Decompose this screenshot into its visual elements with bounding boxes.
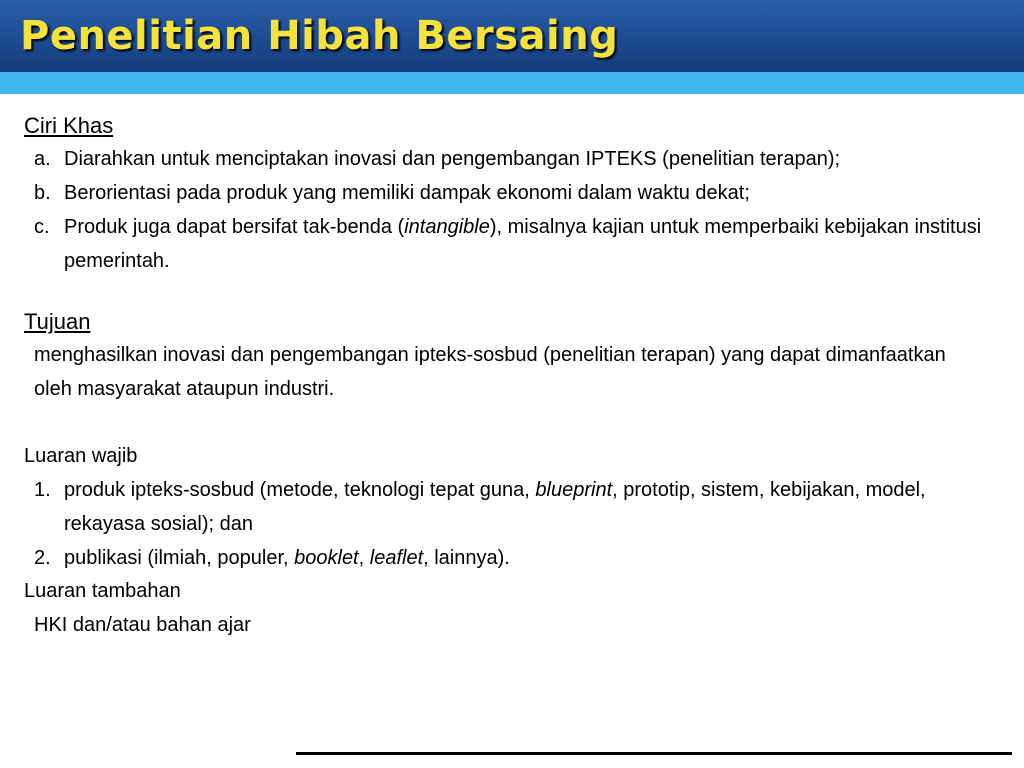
accent-bar (0, 72, 1024, 94)
italic-term: booklet (294, 547, 359, 569)
text-segment: , lainnya). (423, 547, 510, 569)
list-item-text (64, 541, 984, 575)
ciri-khas-heading: Ciri Khas (24, 113, 114, 138)
text-segment: , prototip, sistem, kebijakan, model, rekayasa sosial); dan (64, 479, 926, 535)
tujuan-text: menghasilkan inovasi dan pengembangan ipteks-sosbud (penelitian terapan) yang dapat dimanfaatkan oleh masyarakat ataupun industri. (34, 344, 946, 400)
luaran-wajib-heading: Luaran wajib (24, 445, 138, 467)
ciri-khas-list (24, 142, 984, 278)
list-marker: a. (34, 148, 51, 170)
list-item-text (64, 210, 984, 278)
list-item (24, 176, 984, 210)
text-segment: publikasi (ilmiah, populer, (64, 547, 295, 569)
list-item-text: Diarahkan untuk menciptakan inovasi dan pengembangan IPTEKS (penelitian terapan); (64, 148, 841, 170)
list-item-text (64, 473, 984, 541)
italic-term: intangible (404, 216, 490, 238)
text-segment: Produk juga dapat bersifat tak-benda ( (64, 216, 405, 238)
text-segment: ), misalnya kajian untuk memperbaiki kebijakan institusi pemerintah. (64, 216, 982, 272)
slide-content (24, 110, 984, 642)
italic-term: leaflet (369, 547, 424, 569)
spacer (24, 278, 984, 306)
list-item-text: Berorientasi pada produk yang memiliki dampak ekonomi dalam waktu dekat; (64, 182, 750, 204)
list-marker: 2. (34, 547, 51, 569)
tujuan-heading: Tujuan (24, 309, 91, 334)
luaran-tambahan-heading: Luaran tambahan (24, 580, 181, 602)
list-item (24, 541, 984, 575)
list-item (24, 142, 984, 176)
list-marker: c. (34, 216, 50, 238)
list-item (24, 210, 984, 278)
spacer (24, 406, 984, 440)
text-segment: produk ipteks-sosbud (metode, teknologi tepat guna, (64, 479, 536, 501)
list-marker: 1. (34, 479, 51, 501)
luaran-tambahan-text: HKI dan/atau bahan ajar (34, 614, 251, 636)
list-item (24, 473, 984, 541)
list-marker: b. (34, 182, 51, 204)
slide-title: Penelitian Hibah Bersaing (20, 13, 619, 59)
footer-divider (296, 752, 1012, 755)
italic-term: blueprint (535, 479, 613, 501)
luaran-wajib-list (24, 473, 984, 575)
text-segment: , (358, 547, 370, 569)
